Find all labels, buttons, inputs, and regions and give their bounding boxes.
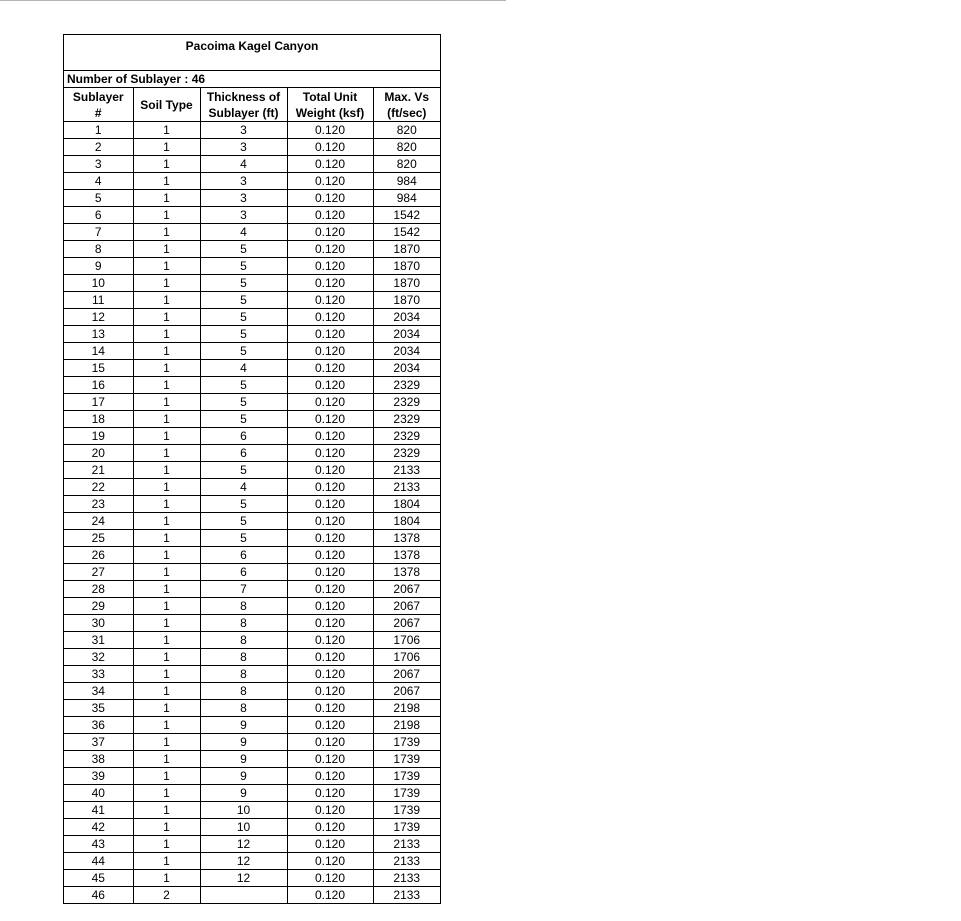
cell-soil-type[interactable]: 1 — [133, 547, 200, 564]
cell-sublayer[interactable]: 12 — [64, 309, 133, 326]
cell-max-vs[interactable]: 2133 — [373, 479, 440, 496]
cell-soil-type[interactable]: 1 — [133, 173, 200, 190]
cell-max-vs[interactable]: 2329 — [373, 411, 440, 428]
table-row[interactable] — [64, 496, 440, 513]
cell-unit-weight[interactable]: 0.120 — [287, 700, 373, 717]
cell-thickness[interactable]: 7 — [200, 581, 287, 598]
cell-unit-weight[interactable]: 0.120 — [287, 411, 373, 428]
cell-max-vs[interactable]: 820 — [373, 156, 440, 173]
cell-unit-weight[interactable]: 0.120 — [287, 122, 373, 139]
sublayer-table — [64, 88, 440, 904]
cell-thickness[interactable]: 12 — [200, 870, 287, 887]
cell-unit-weight[interactable]: 0.120 — [287, 513, 373, 530]
cell-max-vs[interactable]: 1706 — [373, 632, 440, 649]
cell-soil-type[interactable]: 1 — [133, 326, 200, 343]
cell-thickness[interactable]: 5 — [200, 394, 287, 411]
cell-max-vs[interactable]: 820 — [373, 122, 440, 139]
table-row[interactable] — [64, 190, 440, 207]
cell-thickness[interactable]: 5 — [200, 241, 287, 258]
cell-unit-weight[interactable]: 0.120 — [287, 564, 373, 581]
cell-sublayer[interactable]: 7 — [64, 224, 133, 241]
cell-soil-type[interactable]: 1 — [133, 564, 200, 581]
sublayer-count: Number of Sublayer : 46 — [64, 71, 440, 88]
title-block — [64, 35, 440, 71]
cell-unit-weight[interactable]: 0.120 — [287, 275, 373, 292]
cell-unit-weight[interactable]: 0.120 — [287, 224, 373, 241]
cell-max-vs[interactable]: 820 — [373, 139, 440, 156]
table-row[interactable] — [64, 717, 440, 734]
table-row[interactable] — [64, 173, 440, 190]
cell-thickness[interactable]: 5 — [200, 377, 287, 394]
cell-sublayer[interactable]: 17 — [64, 394, 133, 411]
cell-soil-type[interactable]: 1 — [133, 700, 200, 717]
cell-thickness[interactable]: 3 — [200, 139, 287, 156]
cell-thickness[interactable]: 3 — [200, 190, 287, 207]
cell-sublayer[interactable]: 4 — [64, 173, 133, 190]
table-row[interactable] — [64, 394, 440, 411]
cell-sublayer[interactable]: 39 — [64, 768, 133, 785]
cell-sublayer[interactable]: 31 — [64, 632, 133, 649]
cell-max-vs[interactable]: 2133 — [373, 870, 440, 887]
cell-thickness[interactable]: 5 — [200, 530, 287, 547]
window-top-divider — [0, 0, 506, 1]
cell-soil-type[interactable]: 1 — [133, 870, 200, 887]
soil-profile-sheet — [63, 34, 441, 904]
cell-unit-weight[interactable]: 0.120 — [287, 190, 373, 207]
cell-max-vs[interactable]: 2067 — [373, 581, 440, 598]
cell-sublayer[interactable]: 41 — [64, 802, 133, 819]
cell-soil-type[interactable]: 1 — [133, 598, 200, 615]
cell-sublayer[interactable]: 13 — [64, 326, 133, 343]
cell-max-vs[interactable]: 1870 — [373, 241, 440, 258]
cell-soil-type[interactable]: 1 — [133, 479, 200, 496]
table-row[interactable] — [64, 292, 440, 309]
cell-unit-weight[interactable]: 0.120 — [287, 258, 373, 275]
cell-unit-weight[interactable]: 0.120 — [287, 649, 373, 666]
header-unit-weight: Total Unit Weight (ksf) — [287, 88, 373, 122]
cell-soil-type[interactable]: 1 — [133, 649, 200, 666]
cell-unit-weight[interactable]: 0.120 — [287, 530, 373, 547]
table-row[interactable] — [64, 445, 440, 462]
table-row[interactable] — [64, 598, 440, 615]
cell-max-vs[interactable]: 1804 — [373, 513, 440, 530]
cell-sublayer[interactable]: 3 — [64, 156, 133, 173]
cell-sublayer[interactable]: 18 — [64, 411, 133, 428]
cell-soil-type[interactable]: 1 — [133, 666, 200, 683]
cell-sublayer[interactable]: 21 — [64, 462, 133, 479]
table-row[interactable] — [64, 377, 440, 394]
cell-sublayer[interactable]: 36 — [64, 717, 133, 734]
cell-max-vs[interactable]: 1739 — [373, 734, 440, 751]
cell-thickness[interactable]: 5 — [200, 309, 287, 326]
cell-soil-type[interactable]: 1 — [133, 530, 200, 547]
cell-soil-type[interactable]: 1 — [133, 734, 200, 751]
cell-thickness[interactable]: 5 — [200, 326, 287, 343]
cell-soil-type[interactable]: 1 — [133, 581, 200, 598]
cell-unit-weight[interactable]: 0.120 — [287, 377, 373, 394]
cell-unit-weight[interactable]: 0.120 — [287, 241, 373, 258]
cell-thickness[interactable]: 3 — [200, 207, 287, 224]
cell-sublayer[interactable]: 26 — [64, 547, 133, 564]
cell-unit-weight[interactable]: 0.120 — [287, 462, 373, 479]
cell-sublayer[interactable]: 44 — [64, 853, 133, 870]
cell-thickness[interactable]: 4 — [200, 360, 287, 377]
cell-max-vs[interactable]: 984 — [373, 190, 440, 207]
cell-max-vs[interactable]: 2067 — [373, 598, 440, 615]
cell-unit-weight[interactable]: 0.120 — [287, 666, 373, 683]
cell-soil-type[interactable]: 1 — [133, 156, 200, 173]
cell-soil-type[interactable]: 1 — [133, 292, 200, 309]
table-body — [64, 122, 440, 904]
cell-thickness[interactable] — [200, 887, 287, 904]
cell-max-vs[interactable]: 1739 — [373, 785, 440, 802]
cell-max-vs[interactable]: 1706 — [373, 649, 440, 666]
table-row[interactable] — [64, 802, 440, 819]
table-row[interactable] — [64, 428, 440, 445]
cell-max-vs[interactable]: 1739 — [373, 768, 440, 785]
cell-sublayer[interactable]: 9 — [64, 258, 133, 275]
cell-unit-weight[interactable]: 0.120 — [287, 870, 373, 887]
table-row[interactable] — [64, 683, 440, 700]
cell-thickness[interactable]: 6 — [200, 445, 287, 462]
table-row[interactable] — [64, 700, 440, 717]
cell-max-vs[interactable]: 2133 — [373, 462, 440, 479]
cell-thickness[interactable]: 5 — [200, 496, 287, 513]
cell-soil-type[interactable]: 2 — [133, 887, 200, 904]
cell-unit-weight[interactable]: 0.120 — [287, 139, 373, 156]
cell-thickness[interactable]: 9 — [200, 734, 287, 751]
cell-unit-weight[interactable]: 0.120 — [287, 326, 373, 343]
cell-soil-type[interactable]: 1 — [133, 802, 200, 819]
cell-thickness[interactable]: 5 — [200, 462, 287, 479]
table-row[interactable] — [64, 649, 440, 666]
cell-sublayer[interactable]: 11 — [64, 292, 133, 309]
cell-sublayer[interactable]: 34 — [64, 683, 133, 700]
cell-sublayer[interactable]: 24 — [64, 513, 133, 530]
cell-soil-type[interactable]: 1 — [133, 751, 200, 768]
cell-unit-weight[interactable]: 0.120 — [287, 887, 373, 904]
cell-thickness[interactable]: 12 — [200, 853, 287, 870]
table-row[interactable] — [64, 768, 440, 785]
cell-thickness[interactable]: 5 — [200, 411, 287, 428]
cell-unit-weight[interactable]: 0.120 — [287, 496, 373, 513]
cell-soil-type[interactable]: 1 — [133, 360, 200, 377]
table-row[interactable] — [64, 309, 440, 326]
cell-sublayer[interactable]: 37 — [64, 734, 133, 751]
table-row[interactable] — [64, 870, 440, 887]
cell-sublayer[interactable]: 23 — [64, 496, 133, 513]
cell-sublayer[interactable]: 1 — [64, 122, 133, 139]
cell-sublayer[interactable]: 15 — [64, 360, 133, 377]
cell-soil-type[interactable]: 1 — [133, 836, 200, 853]
cell-thickness[interactable]: 8 — [200, 598, 287, 615]
cell-max-vs[interactable]: 2329 — [373, 377, 440, 394]
table-row[interactable] — [64, 887, 440, 904]
cell-max-vs[interactable]: 1804 — [373, 496, 440, 513]
cell-max-vs[interactable]: 1870 — [373, 258, 440, 275]
cell-thickness[interactable]: 4 — [200, 224, 287, 241]
cell-unit-weight[interactable]: 0.120 — [287, 445, 373, 462]
cell-soil-type[interactable]: 1 — [133, 683, 200, 700]
cell-max-vs[interactable]: 2034 — [373, 326, 440, 343]
cell-thickness[interactable]: 3 — [200, 173, 287, 190]
cell-thickness[interactable]: 8 — [200, 700, 287, 717]
cell-unit-weight[interactable]: 0.120 — [287, 428, 373, 445]
table-row[interactable] — [64, 258, 440, 275]
cell-sublayer[interactable]: 30 — [64, 615, 133, 632]
cell-unit-weight[interactable]: 0.120 — [287, 768, 373, 785]
cell-max-vs[interactable]: 2329 — [373, 428, 440, 445]
table-row[interactable] — [64, 564, 440, 581]
cell-sublayer[interactable]: 35 — [64, 700, 133, 717]
cell-max-vs[interactable]: 2034 — [373, 309, 440, 326]
cell-thickness[interactable]: 4 — [200, 156, 287, 173]
cell-soil-type[interactable]: 1 — [133, 819, 200, 836]
cell-unit-weight[interactable]: 0.120 — [287, 717, 373, 734]
cell-max-vs[interactable]: 2329 — [373, 394, 440, 411]
header-sublayer: Sublayer # — [64, 88, 133, 122]
cell-unit-weight[interactable]: 0.120 — [287, 802, 373, 819]
cell-sublayer[interactable]: 20 — [64, 445, 133, 462]
cell-unit-weight[interactable]: 0.120 — [287, 547, 373, 564]
cell-soil-type[interactable]: 1 — [133, 275, 200, 292]
cell-max-vs[interactable]: 1378 — [373, 564, 440, 581]
cell-thickness[interactable]: 3 — [200, 122, 287, 139]
cell-max-vs[interactable]: 1378 — [373, 547, 440, 564]
table-row[interactable] — [64, 530, 440, 547]
table-row[interactable] — [64, 411, 440, 428]
cell-soil-type[interactable]: 1 — [133, 258, 200, 275]
table-row[interactable] — [64, 326, 440, 343]
cell-sublayer[interactable]: 5 — [64, 190, 133, 207]
cell-soil-type[interactable]: 1 — [133, 122, 200, 139]
cell-sublayer[interactable]: 25 — [64, 530, 133, 547]
cell-thickness[interactable]: 10 — [200, 802, 287, 819]
cell-thickness[interactable]: 8 — [200, 666, 287, 683]
table-row[interactable] — [64, 462, 440, 479]
cell-sublayer[interactable]: 22 — [64, 479, 133, 496]
cell-soil-type[interactable]: 1 — [133, 717, 200, 734]
table-row[interactable] — [64, 139, 440, 156]
cell-soil-type[interactable]: 1 — [133, 343, 200, 360]
cell-sublayer[interactable]: 19 — [64, 428, 133, 445]
header-soil-type: Soil Type — [133, 88, 200, 122]
cell-soil-type[interactable]: 1 — [133, 853, 200, 870]
cell-unit-weight[interactable]: 0.120 — [287, 836, 373, 853]
cell-unit-weight[interactable]: 0.120 — [287, 734, 373, 751]
table-row[interactable] — [64, 513, 440, 530]
cell-max-vs[interactable]: 2034 — [373, 343, 440, 360]
cell-sublayer[interactable]: 16 — [64, 377, 133, 394]
cell-soil-type[interactable]: 1 — [133, 768, 200, 785]
cell-unit-weight[interactable]: 0.120 — [287, 394, 373, 411]
cell-thickness[interactable]: 6 — [200, 547, 287, 564]
table-row[interactable] — [64, 819, 440, 836]
cell-unit-weight[interactable]: 0.120 — [287, 598, 373, 615]
cell-sublayer[interactable]: 29 — [64, 598, 133, 615]
cell-max-vs[interactable]: 2067 — [373, 683, 440, 700]
header-max-vs: Max. Vs (ft/sec) — [373, 88, 440, 122]
table-row[interactable] — [64, 666, 440, 683]
cell-thickness[interactable]: 9 — [200, 751, 287, 768]
cell-sublayer[interactable]: 38 — [64, 751, 133, 768]
cell-max-vs[interactable]: 2133 — [373, 887, 440, 904]
table-row[interactable] — [64, 853, 440, 870]
cell-thickness[interactable]: 8 — [200, 683, 287, 700]
cell-thickness[interactable]: 8 — [200, 649, 287, 666]
cell-sublayer[interactable]: 33 — [64, 666, 133, 683]
cell-sublayer[interactable]: 10 — [64, 275, 133, 292]
cell-unit-weight[interactable]: 0.120 — [287, 751, 373, 768]
cell-soil-type[interactable]: 1 — [133, 139, 200, 156]
table-header-row — [64, 88, 440, 122]
cell-sublayer[interactable]: 2 — [64, 139, 133, 156]
table-row[interactable] — [64, 734, 440, 751]
cell-sublayer[interactable]: 43 — [64, 836, 133, 853]
cell-thickness[interactable]: 9 — [200, 785, 287, 802]
cell-unit-weight[interactable]: 0.120 — [287, 156, 373, 173]
cell-max-vs[interactable]: 2067 — [373, 666, 440, 683]
table-row[interactable] — [64, 343, 440, 360]
cell-soil-type[interactable]: 1 — [133, 207, 200, 224]
cell-unit-weight[interactable]: 0.120 — [287, 479, 373, 496]
cell-soil-type[interactable]: 1 — [133, 394, 200, 411]
cell-max-vs[interactable]: 2133 — [373, 853, 440, 870]
cell-unit-weight[interactable]: 0.120 — [287, 173, 373, 190]
sheet-title: Pacoima Kagel Canyon — [185, 39, 319, 53]
cell-soil-type[interactable]: 1 — [133, 445, 200, 462]
cell-unit-weight[interactable]: 0.120 — [287, 853, 373, 870]
cell-thickness[interactable]: 9 — [200, 717, 287, 734]
cell-max-vs[interactable]: 2133 — [373, 836, 440, 853]
cell-soil-type[interactable]: 1 — [133, 309, 200, 326]
cell-sublayer[interactable]: 42 — [64, 819, 133, 836]
cell-thickness[interactable]: 6 — [200, 428, 287, 445]
cell-max-vs[interactable]: 1870 — [373, 292, 440, 309]
table-row[interactable] — [64, 479, 440, 496]
cell-sublayer[interactable]: 46 — [64, 887, 133, 904]
table-row[interactable] — [64, 751, 440, 768]
cell-max-vs[interactable]: 2067 — [373, 615, 440, 632]
cell-soil-type[interactable]: 1 — [133, 496, 200, 513]
cell-unit-weight[interactable]: 0.120 — [287, 785, 373, 802]
cell-thickness[interactable]: 4 — [200, 479, 287, 496]
cell-max-vs[interactable]: 2329 — [373, 445, 440, 462]
cell-sublayer[interactable]: 45 — [64, 870, 133, 887]
cell-thickness[interactable]: 5 — [200, 513, 287, 530]
cell-max-vs[interactable]: 1739 — [373, 819, 440, 836]
cell-thickness[interactable]: 5 — [200, 275, 287, 292]
cell-soil-type[interactable]: 1 — [133, 615, 200, 632]
table-row[interactable] — [64, 615, 440, 632]
cell-soil-type[interactable]: 1 — [133, 411, 200, 428]
cell-unit-weight[interactable]: 0.120 — [287, 581, 373, 598]
table-row[interactable] — [64, 836, 440, 853]
table-row[interactable] — [64, 632, 440, 649]
cell-unit-weight[interactable]: 0.120 — [287, 819, 373, 836]
cell-max-vs[interactable]: 1739 — [373, 802, 440, 819]
cell-thickness[interactable]: 9 — [200, 768, 287, 785]
cell-max-vs[interactable]: 984 — [373, 173, 440, 190]
cell-sublayer[interactable]: 32 — [64, 649, 133, 666]
cell-unit-weight[interactable]: 0.120 — [287, 683, 373, 700]
cell-sublayer[interactable]: 27 — [64, 564, 133, 581]
cell-sublayer[interactable]: 14 — [64, 343, 133, 360]
cell-thickness[interactable]: 5 — [200, 343, 287, 360]
table-row[interactable] — [64, 241, 440, 258]
cell-thickness[interactable]: 10 — [200, 819, 287, 836]
cell-soil-type[interactable]: 1 — [133, 428, 200, 445]
table-row[interactable] — [64, 207, 440, 224]
cell-thickness[interactable]: 6 — [200, 564, 287, 581]
cell-thickness[interactable]: 8 — [200, 632, 287, 649]
cell-max-vs[interactable]: 2034 — [373, 360, 440, 377]
cell-soil-type[interactable]: 1 — [133, 190, 200, 207]
cell-max-vs[interactable]: 2198 — [373, 717, 440, 734]
cell-max-vs[interactable]: 1739 — [373, 751, 440, 768]
cell-soil-type[interactable]: 1 — [133, 632, 200, 649]
cell-thickness[interactable]: 12 — [200, 836, 287, 853]
cell-unit-weight[interactable]: 0.120 — [287, 309, 373, 326]
table-row[interactable] — [64, 275, 440, 292]
table-row[interactable] — [64, 581, 440, 598]
cell-sublayer[interactable]: 8 — [64, 241, 133, 258]
cell-unit-weight[interactable]: 0.120 — [287, 632, 373, 649]
cell-unit-weight[interactable]: 0.120 — [287, 360, 373, 377]
table-row[interactable] — [64, 785, 440, 802]
cell-max-vs[interactable]: 1870 — [373, 275, 440, 292]
cell-soil-type[interactable]: 1 — [133, 462, 200, 479]
cell-sublayer[interactable]: 40 — [64, 785, 133, 802]
cell-soil-type[interactable]: 1 — [133, 241, 200, 258]
table-row[interactable] — [64, 224, 440, 241]
cell-thickness[interactable]: 8 — [200, 615, 287, 632]
cell-sublayer[interactable]: 6 — [64, 207, 133, 224]
cell-thickness[interactable]: 5 — [200, 292, 287, 309]
cell-soil-type[interactable]: 1 — [133, 513, 200, 530]
cell-max-vs[interactable]: 2198 — [373, 700, 440, 717]
cell-soil-type[interactable]: 1 — [133, 785, 200, 802]
table-row[interactable] — [64, 360, 440, 377]
cell-sublayer[interactable]: 28 — [64, 581, 133, 598]
cell-unit-weight[interactable]: 0.120 — [287, 615, 373, 632]
cell-soil-type[interactable]: 1 — [133, 224, 200, 241]
table-row[interactable] — [64, 156, 440, 173]
cell-thickness[interactable]: 5 — [200, 258, 287, 275]
cell-soil-type[interactable]: 1 — [133, 377, 200, 394]
cell-unit-weight[interactable]: 0.120 — [287, 343, 373, 360]
cell-max-vs[interactable]: 1542 — [373, 207, 440, 224]
table-row[interactable] — [64, 547, 440, 564]
cell-max-vs[interactable]: 1378 — [373, 530, 440, 547]
cell-max-vs[interactable]: 1542 — [373, 224, 440, 241]
cell-unit-weight[interactable]: 0.120 — [287, 292, 373, 309]
table-row[interactable] — [64, 122, 440, 139]
cell-unit-weight[interactable]: 0.120 — [287, 207, 373, 224]
header-thickness: Thickness of Sublayer (ft) — [200, 88, 287, 122]
